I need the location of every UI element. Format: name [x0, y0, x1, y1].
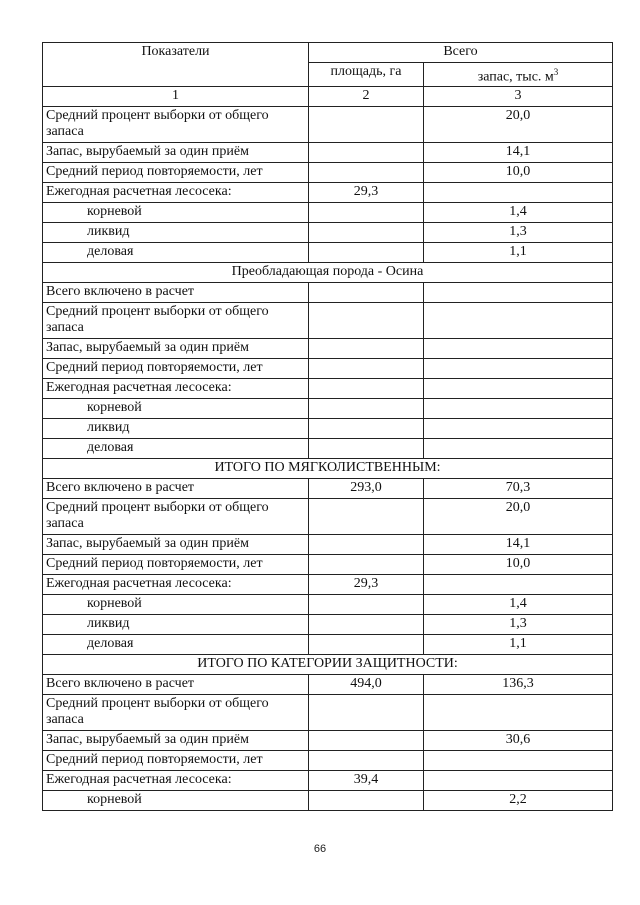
table-row: [43, 614, 613, 634]
row-area: [309, 730, 424, 750]
row-area: [309, 202, 424, 222]
row-stock: 2,2: [424, 790, 613, 810]
row-stock: 20,0: [424, 498, 613, 534]
row-label: ликвид: [43, 222, 309, 242]
row-stock: [424, 378, 613, 398]
row-area: [309, 534, 424, 554]
section-row: [43, 458, 613, 478]
row-label: ликвид: [43, 614, 309, 634]
row-stock: [424, 282, 613, 302]
row-area: [309, 398, 424, 418]
row-stock: 14,1: [424, 142, 613, 162]
header-numbers-row: [43, 86, 613, 106]
row-label: Средний процент выборки от общего запаса: [43, 302, 309, 338]
row-stock: [424, 770, 613, 790]
table-row: [43, 282, 613, 302]
row-area: [309, 378, 424, 398]
row-area: [309, 162, 424, 182]
table-row: [43, 554, 613, 574]
table-row: [43, 730, 613, 750]
row-stock: 30,6: [424, 730, 613, 750]
row-area: [309, 594, 424, 614]
row-stock: 10,0: [424, 554, 613, 574]
row-label: Средний период повторяемости, лет: [43, 162, 309, 182]
row-stock: 14,1: [424, 534, 613, 554]
row-label: корневой: [43, 398, 309, 418]
table-row: [43, 534, 613, 554]
col-number-3: 3: [424, 86, 613, 106]
table-row: [43, 358, 613, 378]
table-row: [43, 106, 613, 142]
table-row: [43, 594, 613, 614]
row-label: Запас, вырубаемый за один приём: [43, 338, 309, 358]
row-label: деловая: [43, 634, 309, 654]
forest-calc-table: [42, 42, 613, 811]
row-stock: [424, 338, 613, 358]
section-row: [43, 654, 613, 674]
table-row: [43, 378, 613, 398]
table-row: [43, 202, 613, 222]
section-title: Преобладающая порода - Осина: [43, 262, 613, 282]
row-stock: 1,4: [424, 594, 613, 614]
row-label: Запас, вырубаемый за один приём: [43, 142, 309, 162]
table-row: [43, 222, 613, 242]
row-stock: [424, 182, 613, 202]
table-row: [43, 242, 613, 262]
row-stock: [424, 694, 613, 730]
row-area: [309, 222, 424, 242]
row-area: [309, 750, 424, 770]
row-area: [309, 694, 424, 730]
row-stock: 1,1: [424, 242, 613, 262]
col-number-1: 1: [43, 86, 309, 106]
row-area: 494,0: [309, 674, 424, 694]
row-label: Средний процент выборки от общего запаса: [43, 498, 309, 534]
table-row: [43, 750, 613, 770]
row-area: [309, 302, 424, 338]
row-area: [309, 498, 424, 534]
row-label: Ежегодная расчетная лесосека:: [43, 770, 309, 790]
table-row: [43, 302, 613, 338]
row-stock: [424, 418, 613, 438]
table-row: [43, 674, 613, 694]
header-area: площадь, га: [309, 63, 424, 87]
row-stock: 1,1: [424, 634, 613, 654]
row-area: 293,0: [309, 478, 424, 498]
row-label: Всего включено в расчет: [43, 282, 309, 302]
row-area: [309, 142, 424, 162]
header-stock: [424, 63, 613, 87]
table-row: [43, 574, 613, 594]
row-stock: 136,3: [424, 674, 613, 694]
row-area: [309, 418, 424, 438]
row-label: Всего включено в расчет: [43, 478, 309, 498]
row-area: [309, 338, 424, 358]
table-row: [43, 438, 613, 458]
row-label: корневой: [43, 594, 309, 614]
row-stock: [424, 358, 613, 378]
header-stock-label: запас, тыс. м: [477, 69, 554, 85]
row-stock: [424, 302, 613, 338]
row-stock: 1,4: [424, 202, 613, 222]
row-stock: 20,0: [424, 106, 613, 142]
row-label: Запас, вырубаемый за один приём: [43, 730, 309, 750]
table-row: [43, 770, 613, 790]
table-body: [43, 43, 613, 811]
row-area: [309, 554, 424, 574]
header-stock-sup: 3: [553, 67, 559, 77]
row-area: [309, 282, 424, 302]
row-stock: 1,3: [424, 614, 613, 634]
row-stock: [424, 398, 613, 418]
row-label: Средний период повторяемости, лет: [43, 750, 309, 770]
row-stock: 10,0: [424, 162, 613, 182]
row-label: Средний процент выборки от общего запаса: [43, 106, 309, 142]
header-total: Всего: [309, 43, 613, 63]
row-label: ликвид: [43, 418, 309, 438]
row-label: Ежегодная расчетная лесосека:: [43, 182, 309, 202]
row-label: деловая: [43, 242, 309, 262]
row-area: [309, 614, 424, 634]
table-row: [43, 694, 613, 730]
row-label: Ежегодная расчетная лесосека:: [43, 574, 309, 594]
row-label: деловая: [43, 438, 309, 458]
row-stock: [424, 438, 613, 458]
table-row: [43, 142, 613, 162]
table-row: [43, 634, 613, 654]
row-stock: [424, 574, 613, 594]
row-stock: 1,3: [424, 222, 613, 242]
section-title: ИТОГО ПО МЯГКОЛИСТВЕННЫМ:: [43, 458, 613, 478]
row-area: [309, 438, 424, 458]
table-row: [43, 418, 613, 438]
row-stock: [424, 750, 613, 770]
row-area: 39,4: [309, 770, 424, 790]
row-label: Всего включено в расчет: [43, 674, 309, 694]
row-label: Средний период повторяемости, лет: [43, 358, 309, 378]
row-area: [309, 106, 424, 142]
section-row: [43, 262, 613, 282]
row-label: Ежегодная расчетная лесосека:: [43, 378, 309, 398]
row-area: 29,3: [309, 182, 424, 202]
row-area: [309, 242, 424, 262]
header-indicators: Показатели: [43, 43, 309, 87]
row-label: Средний период повторяемости, лет: [43, 554, 309, 574]
row-area: [309, 634, 424, 654]
row-label: Средний процент выборки от общего запаса: [43, 694, 309, 730]
page-number: 66: [313, 843, 327, 855]
table-row: [43, 478, 613, 498]
header-row-top: [43, 43, 613, 63]
table-row: [43, 338, 613, 358]
row-label: корневой: [43, 202, 309, 222]
table-row: [43, 498, 613, 534]
col-number-2: 2: [309, 86, 424, 106]
table-row: [43, 790, 613, 810]
row-label: Запас, вырубаемый за один приём: [43, 534, 309, 554]
row-area: [309, 790, 424, 810]
row-area: 29,3: [309, 574, 424, 594]
table-row: [43, 182, 613, 202]
row-label: корневой: [43, 790, 309, 810]
table-row: [43, 162, 613, 182]
table-row: [43, 398, 613, 418]
section-title: ИТОГО ПО КАТЕГОРИИ ЗАЩИТНОСТИ:: [43, 654, 613, 674]
row-area: [309, 358, 424, 378]
row-stock: 70,3: [424, 478, 613, 498]
